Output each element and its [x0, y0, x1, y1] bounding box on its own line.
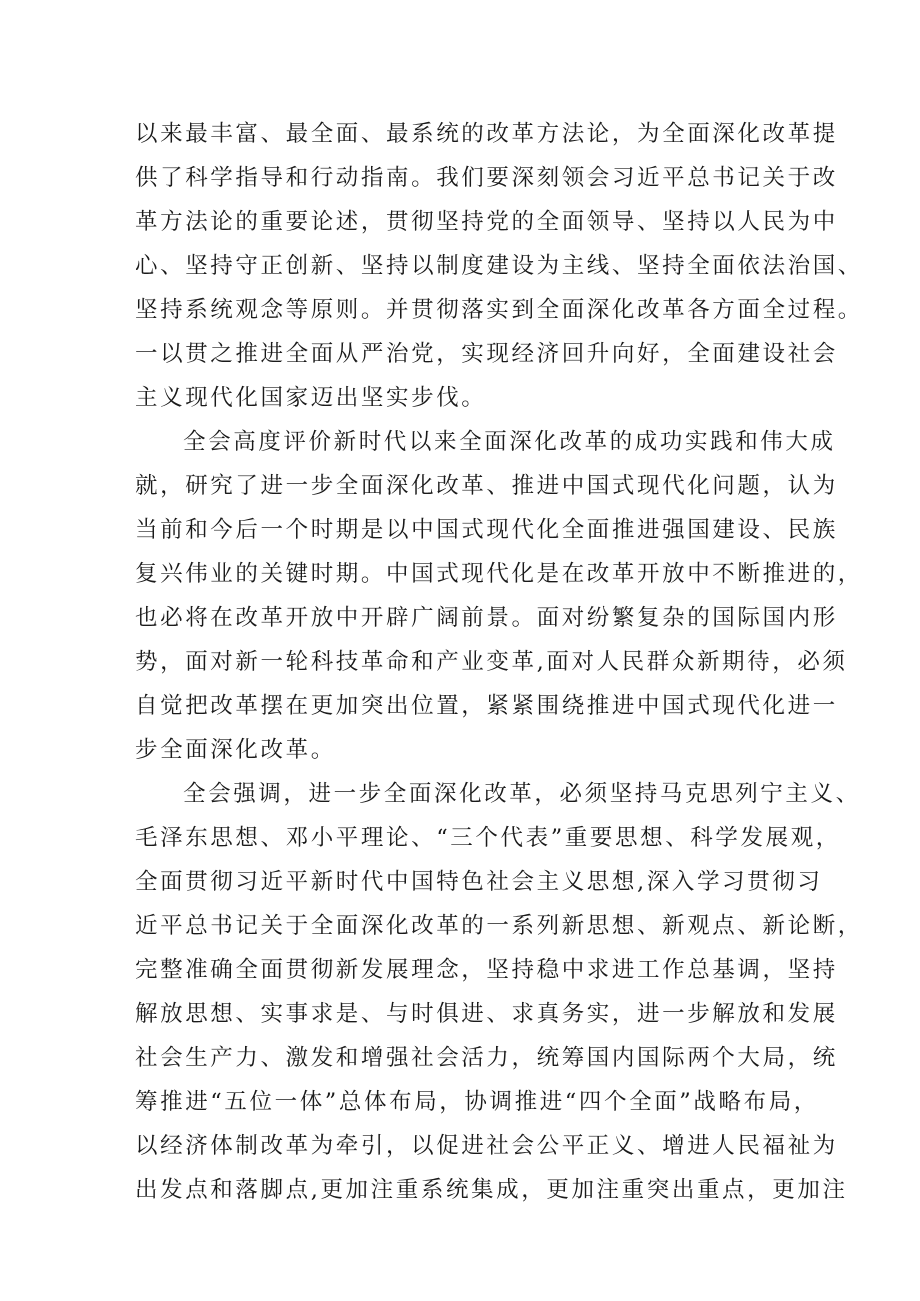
paragraph-3-line: 以经济体制改革为牵引，以促进社会公平正义、增进人民福祉为 [135, 1133, 838, 1159]
paragraph-1-line: 心、坚持守正创新、坚持以制度建设为主线、坚持全面依法治国、 [135, 253, 863, 279]
paragraph-1-line: 供了科学指导和行动指南。我们要深刻领会习近平总书记关于改 [135, 165, 838, 191]
paragraph-3-line: 解放思想、实事求是、与时俱进、求真务实，进一步解放和发展 [135, 1001, 838, 1027]
paragraph-2-line: 当前和今后一个时期是以中国式现代化全面推进强国建设、民族 [135, 517, 838, 543]
paragraph-2-line: 自觉把改革摆在更加突出位置，紧紧围绕推进中国式现代化进一 [135, 693, 838, 719]
paragraph-2-line: 就，研究了进一步全面深化改革、推进中国式现代化问题，认为 [135, 473, 838, 499]
paragraph-2-line: 步全面深化改革。 [135, 737, 336, 763]
paragraph-2-line: 全会高度评价新时代以来全面深化改革的成功实践和伟大成 [183, 429, 836, 455]
paragraph-3-line: 完整准确全面贯彻新发展理念，坚持稳中求进工作总基调，坚持 [135, 957, 838, 983]
paragraph-3-line: 筹推进“五位一体”总体布局，协调推进“四个全面”战略布局， [135, 1089, 819, 1115]
paragraph-3-line: 近平总书记关于全面深化改革的一系列新思想、新观点、新论断， [135, 913, 863, 939]
paragraph-2-line: 复兴伟业的关键时期。中国式现代化是在改革开放中不断推进的， [135, 561, 863, 587]
paragraph-3-line: 社会生产力、激发和增强社会活力，统筹国内国际两个大局，统 [135, 1045, 838, 1071]
paragraph-2-line: 势，面对新一轮科技革命和产业变革,面对人民群众新期待，必须 [135, 649, 848, 675]
paragraph-1-line: 以来最丰富、最全面、最系统的改革方法论，为全面深化改革提 [135, 121, 838, 147]
paragraph-1-line: 革方法论的重要论述，贯彻坚持党的全面领导、坚持以人民为中 [135, 209, 838, 235]
paragraph-3-line: 全会强调，进一步全面深化改革，必须坚持马克思列宁主义、 [183, 781, 861, 807]
paragraph-1-line: 主义现代化国家迈出坚实步伐。 [135, 385, 487, 411]
paragraph-3-line: 出发点和落脚点,更加注重系统集成，更加注重突出重点，更加注 [135, 1177, 848, 1203]
paragraph-3-line: 全面贯彻习近平新时代中国特色社会主义思想,深入学习贯彻习 [135, 869, 823, 895]
document-body [135, 112, 863, 1212]
paragraph-1-line: 坚持系统观念等原则。并贯彻落实到全面深化改革各方面全过程。 [135, 297, 863, 323]
paragraph-1-line: 一以贯之推进全面从严治党，实现经济回升向好，全面建设社会 [135, 341, 838, 367]
paragraph-2-line: 也必将在改革开放中开辟广阔前景。面对纷繁复杂的国际国内形 [135, 605, 838, 631]
paragraph-3-line: 毛泽东思想、邓小平理论、“三个代表”重要思想、科学发展观， [135, 825, 841, 851]
